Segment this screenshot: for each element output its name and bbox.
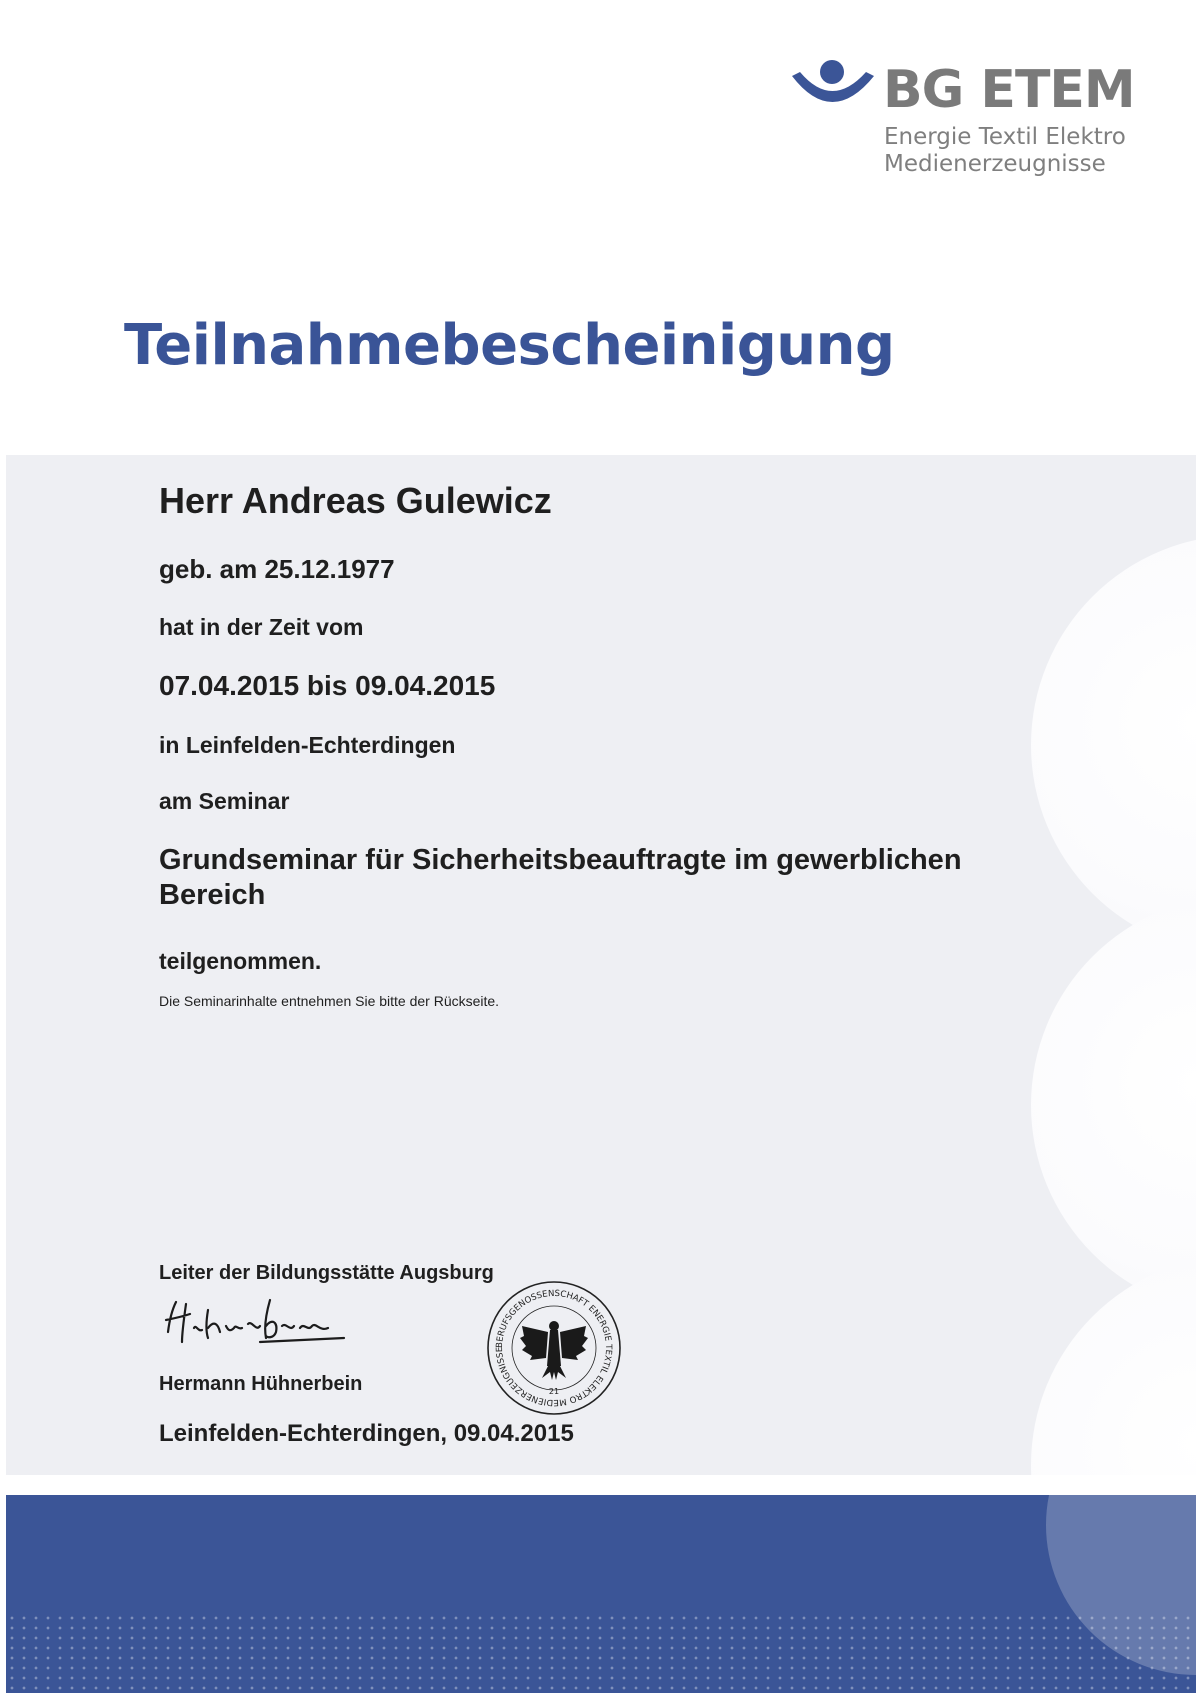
signatory-role: Leiter der Bildungsstätte Augsburg: [159, 1262, 494, 1284]
seminar-title: Grundseminar für Sicherheitsbeauftragte im gewerblichen Bereich: [159, 844, 962, 911]
signatory-name: Hermann Hühnerbein: [159, 1373, 363, 1395]
place-and-date: Leinfelden-Echterdingen, 09.04.2015: [159, 1420, 574, 1447]
handwritten-signature: [160, 1292, 360, 1358]
logo-subtitle-line2: Medienerzeugnisse: [884, 151, 1106, 177]
participant-name: Herr Andreas Gulewicz: [159, 480, 552, 521]
seal-ring-text: BERUFSGENOSSENSCHAFT ENERGIE TEXTIL ELEKTRO MEDIENERZEUGNISSE: [494, 1288, 614, 1408]
logo-subtitle: [884, 124, 1126, 178]
content-note: Die Seminarinhalte entnehmen Sie bitte der Rückseite.: [159, 993, 500, 1009]
logo-name: BG ETEM: [883, 60, 1135, 120]
seal-number: 21: [548, 1387, 560, 1396]
logo-subtitle-line1: Energie Textil Elektro: [884, 124, 1126, 150]
federal-eagle-icon: [520, 1321, 588, 1380]
bg-etem-logo-icon: [788, 58, 878, 118]
dot-pattern: [6, 1613, 1196, 1693]
course-dates: 07.04.2015 bis 09.04.2015: [159, 670, 496, 701]
document-title: Teilnahmebescheinigung: [124, 313, 895, 378]
footer-band: [6, 1495, 1196, 1693]
seminar-label: am Seminar: [159, 788, 290, 814]
official-seal: [486, 1280, 622, 1416]
course-location: in Leinfelden-Echterdingen: [159, 732, 456, 758]
decorative-circle: [1031, 1255, 1196, 1475]
completion-text: teilgenommen.: [159, 948, 322, 974]
period-label: hat in der Zeit vom: [159, 614, 364, 640]
decorative-circle: [1031, 895, 1196, 1315]
participant-birthdate: geb. am 25.12.1977: [159, 554, 395, 584]
bg-etem-logo: [788, 58, 1135, 188]
